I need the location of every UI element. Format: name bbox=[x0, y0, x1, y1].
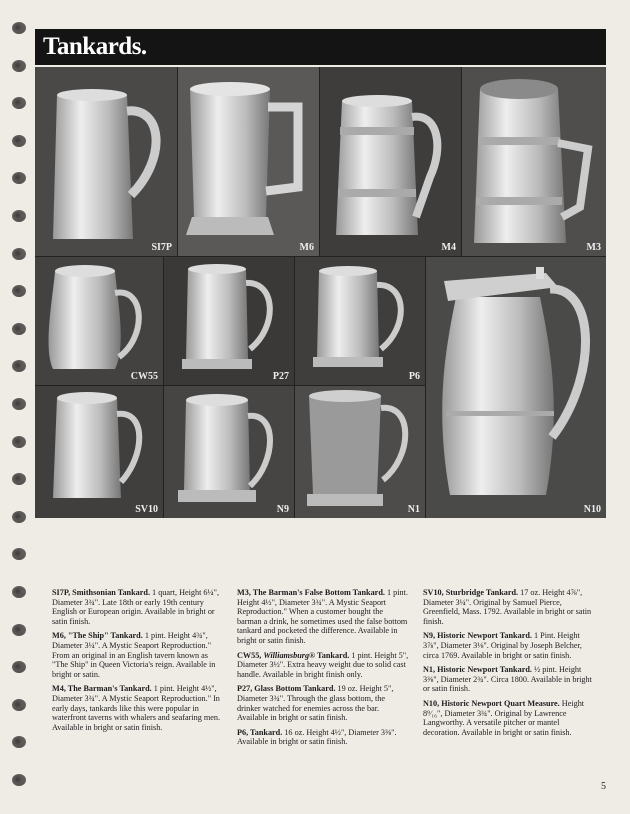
page-number: 5 bbox=[601, 781, 606, 792]
description-column-2 bbox=[237, 588, 409, 752]
photo-m6 bbox=[178, 67, 319, 256]
description-entry: N10, Historic Newport Quart Measure. Height 8⁹⁄₁₆", Diameter 3¾". Original by Lawrence Langworthy. A versatile pitcher or mantel decoration. Available in bright or satin finish. bbox=[423, 698, 585, 737]
tankard-sv10-image bbox=[35, 386, 163, 518]
tankard-p6-image bbox=[295, 257, 425, 385]
description-entry: N9, Historic Newport Tankard. 1 Pint. Height 3⅞", Diameter 3⅛". Original by Joseph Belcher, circa 1769. Available in bright or satin finish. bbox=[423, 631, 582, 660]
binding-hole bbox=[12, 661, 26, 673]
binding-hole bbox=[12, 624, 26, 636]
tankard-n9-image bbox=[164, 386, 294, 518]
title-bar bbox=[35, 29, 606, 65]
photo-n1 bbox=[295, 386, 425, 518]
photo-label: CW55 bbox=[130, 371, 158, 382]
description-entry: CW55, Williamsburg® Tankard. 1 pint. Height 5", Diameter 3½". Extra heavy weight due to solid cast handle. Available in bright finish only. bbox=[237, 650, 409, 679]
binding-hole bbox=[12, 360, 26, 372]
spiral-binding bbox=[0, 0, 34, 814]
binding-hole bbox=[12, 436, 26, 448]
photo-label: N9 bbox=[276, 504, 289, 515]
binding-hole bbox=[12, 172, 26, 184]
binding-hole bbox=[12, 60, 26, 72]
tankard-cw55-image bbox=[35, 257, 163, 385]
photo-label: P6 bbox=[408, 371, 420, 382]
description-entry: M3, The Barman's False Bottom Tankard. 1 pint. Height 4½", Diameter 3¾". A Mystic Seaport Reproduction." When a customer bought the barman a drink, he sometimes used the false bottom tankard and pocketed the difference. Available in bright or satin finish. bbox=[237, 588, 408, 645]
description-entry: P6, Tankard. 16 oz. Height 4½", Diameter 3⅜". Available in bright or satin finish. bbox=[237, 727, 397, 747]
binding-hole bbox=[12, 97, 26, 109]
description-entry: SV10, Sturbridge Tankard. 17 oz. Height 4⅞", Diameter 3¼". Original by Samuel Pierce, Greenfield, Mass. 1792. Available in bright or satin finish. bbox=[423, 588, 592, 626]
binding-hole bbox=[12, 548, 26, 560]
photo-label: N10 bbox=[583, 504, 601, 515]
tankard-m3-image bbox=[462, 67, 606, 256]
tankard-n1-image bbox=[295, 386, 425, 518]
binding-hole bbox=[12, 285, 26, 297]
photo-label: P27 bbox=[272, 371, 289, 382]
tankard-si7p-image bbox=[35, 67, 177, 256]
photo-label: M4 bbox=[441, 242, 456, 253]
description-entry: M6, "The Ship" Tankard. 1 pint. Height 4¾", Diameter 3¼". A Mystic Seaport Reproduction." From an original in an English tavern known as "The Ship" in Queen Victoria's reign. Available in bright or satin. bbox=[52, 631, 216, 679]
photo-si7p bbox=[35, 67, 177, 256]
binding-hole bbox=[12, 323, 26, 335]
photo-label: SI7P bbox=[151, 242, 172, 253]
tankard-n10-image bbox=[426, 257, 606, 518]
photo-m3 bbox=[462, 67, 606, 256]
description-column-3 bbox=[423, 588, 595, 742]
photo-n10 bbox=[426, 257, 606, 518]
tankard-p27-image bbox=[164, 257, 294, 385]
binding-hole bbox=[12, 210, 26, 222]
binding-hole bbox=[12, 135, 26, 147]
photo-p27 bbox=[164, 257, 294, 385]
binding-hole bbox=[12, 774, 26, 786]
photo-label: SV10 bbox=[135, 504, 158, 515]
description-entry: SI7P, Smithsonian Tankard. 1 quart, Height 6¼", Diameter 3¾". Late 18th or early 19th century English or European origin. Available in bright or satin finish. bbox=[52, 588, 220, 626]
photo-label: M6 bbox=[299, 242, 314, 253]
binding-hole bbox=[12, 586, 26, 598]
photo-grid bbox=[35, 67, 606, 518]
photo-label: M3 bbox=[586, 242, 601, 253]
binding-hole bbox=[12, 22, 26, 34]
binding-hole bbox=[12, 248, 26, 260]
photo-label: N1 bbox=[407, 504, 420, 515]
tankard-m6-image bbox=[178, 67, 319, 256]
description-column-1 bbox=[52, 588, 224, 737]
binding-hole bbox=[12, 473, 26, 485]
photo-sv10 bbox=[35, 386, 163, 518]
binding-hole bbox=[12, 736, 26, 748]
binding-hole bbox=[12, 398, 26, 410]
binding-hole bbox=[12, 699, 26, 711]
binding-hole bbox=[12, 511, 26, 523]
photo-cw55 bbox=[35, 257, 163, 385]
description-entry: M4, The Barman's Tankard. 1 pint. Height 4½", Diameter 3¾". A Mystic Seaport Reproduction." In early days, tankards like this were popular in waterfront taverns with whalers and seafaring men. Available in bright or satin finish. bbox=[52, 684, 221, 732]
photo-p6 bbox=[295, 257, 425, 385]
tankard-m4-image bbox=[320, 67, 461, 256]
photo-n9 bbox=[164, 386, 294, 518]
description-entry: P27, Glass Bottom Tankard. 19 oz. Height 5", Diameter 3¾". Through the glass bottom, the drinker watched for enemies across the bar. Available in bright or satin finish. bbox=[237, 684, 394, 723]
description-entry: N1, Historic Newport Tankard. ½ pint. Height 3⅜", Diameter 2¾". Circa 1800. Available in bright or satin finish. bbox=[423, 665, 592, 694]
photo-m4 bbox=[320, 67, 461, 256]
page-title: Tankards. bbox=[43, 33, 147, 60]
